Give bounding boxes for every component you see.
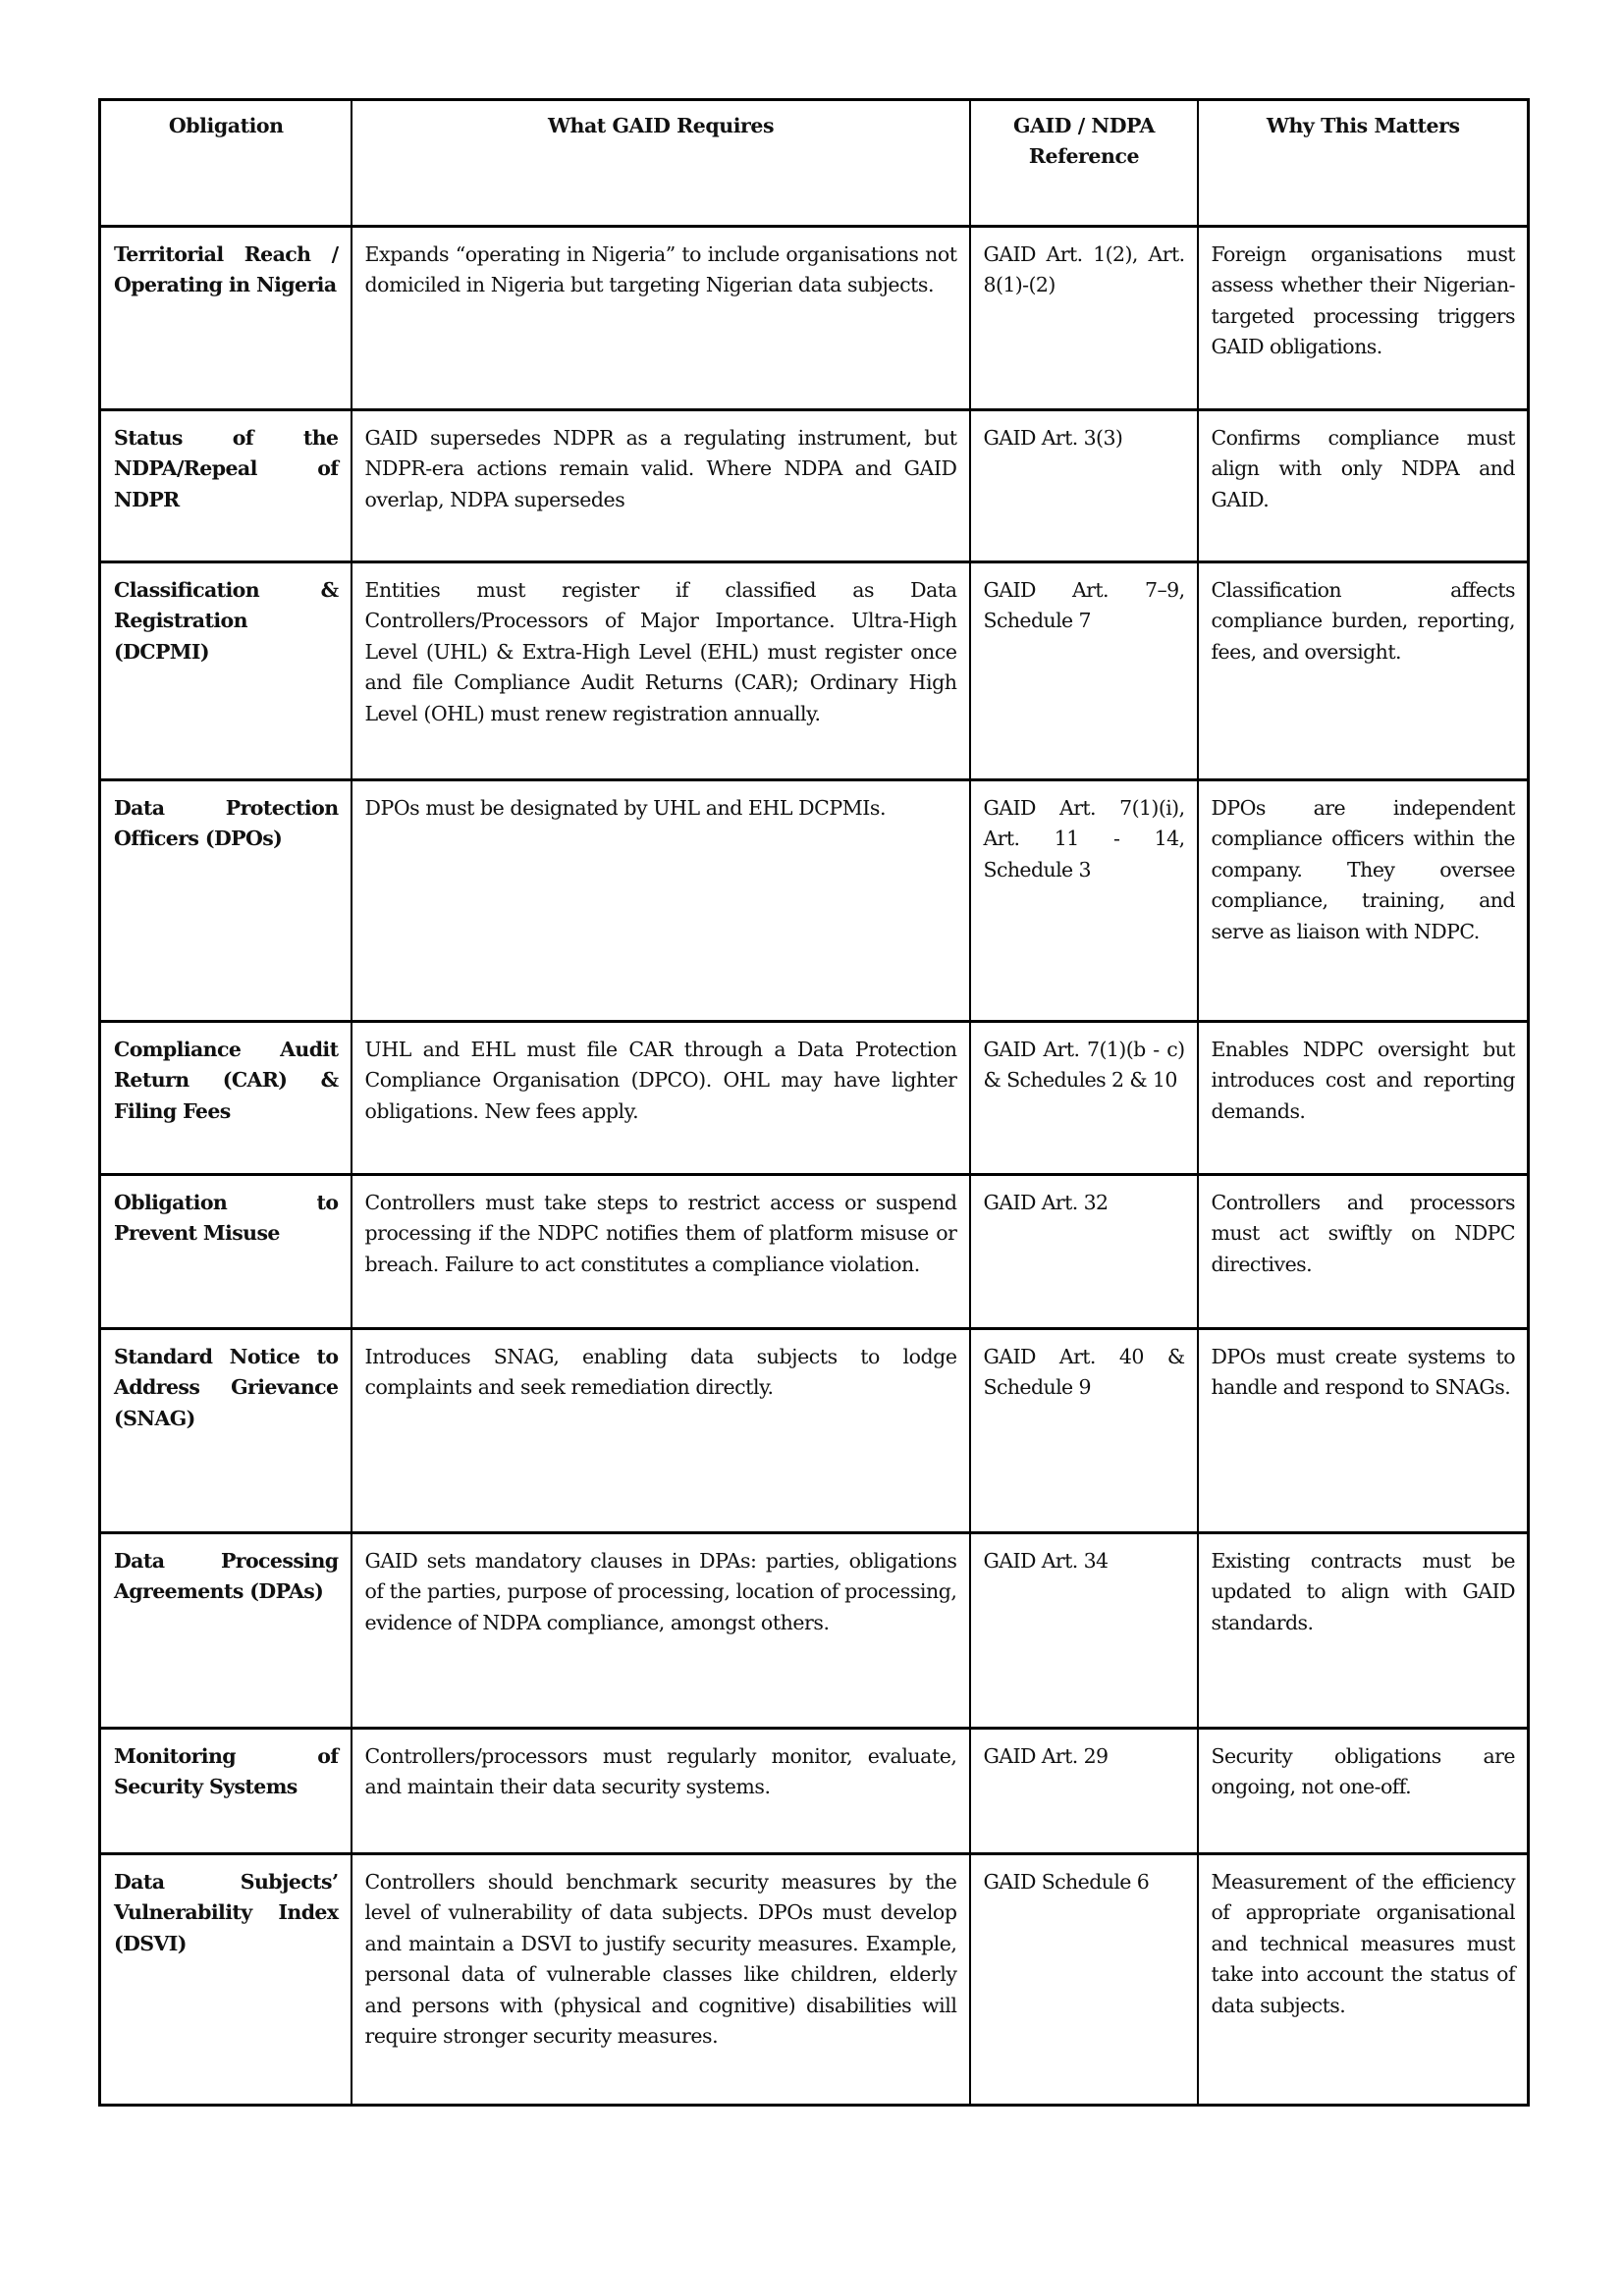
- requirement-cell: Expands “operating in Nigeria” to include organisations not domiciled in Nigeria but targeting Nigerian data subjects.: [352, 227, 970, 410]
- obligation-cell: Territorial Reach / Operating in Nigeria: [100, 227, 352, 410]
- why-cell: Security obligations are ongoing, not one-off.: [1198, 1729, 1529, 1854]
- why-cell: Controllers and processors must act swiftly on NDPC directives.: [1198, 1175, 1529, 1329]
- reference-cell: GAID Art. 32: [970, 1175, 1198, 1329]
- table-row: [100, 1329, 1529, 1533]
- header-why-this-matters: Why This Matters: [1198, 100, 1529, 227]
- table-row: [100, 780, 1529, 1022]
- requirement-cell: Controllers/processors must regularly monitor, evaluate, and maintain their data security systems.: [352, 1729, 970, 1854]
- header-what-gaid-requires: What GAID Requires: [352, 100, 970, 227]
- why-cell: Measurement of the efficiency of appropriate organisational and technical measures must take into account the status of data subjects.: [1198, 1854, 1529, 2106]
- table-row: [100, 227, 1529, 410]
- requirement-cell: UHL and EHL must file CAR through a Data Protection Compliance Organisation (DPCO). OHL may have lighter obligations. New fees apply.: [352, 1022, 970, 1175]
- table-row: [100, 410, 1529, 562]
- obligation-cell: Monitoring of Security Systems: [100, 1729, 352, 1854]
- obligations-table: [98, 98, 1530, 2107]
- reference-cell: GAID Art. 7–9, Schedule 7: [970, 562, 1198, 780]
- why-cell: DPOs must create systems to handle and respond to SNAGs.: [1198, 1329, 1529, 1533]
- requirement-cell: DPOs must be designated by UHL and EHL DCPMIs.: [352, 780, 970, 1022]
- table-row: [100, 1022, 1529, 1175]
- reference-cell: GAID Art. 29: [970, 1729, 1198, 1854]
- requirement-cell: Entities must register if classified as Data Controllers/Processors of Major Importance. Ultra-High Level (UHL) & Extra-High Level (EHL) must register once and file Compliance Audit Returns (CAR); Ordinary High Level (OHL) must renew registration annually.: [352, 562, 970, 780]
- obligation-cell: Standard Notice to Address Grievance (SNAG): [100, 1329, 352, 1533]
- obligation-cell: Obligation to Prevent Misuse: [100, 1175, 352, 1329]
- table-row: [100, 562, 1529, 780]
- obligation-cell: Data Protection Officers (DPOs): [100, 780, 352, 1022]
- obligation-cell: Compliance Audit Return (CAR) & Filing Fees: [100, 1022, 352, 1175]
- reference-cell: GAID Schedule 6: [970, 1854, 1198, 2106]
- why-cell: Foreign organisations must assess whether their Nigerian-targeted processing triggers GAID obligations.: [1198, 227, 1529, 410]
- header-obligation: Obligation: [100, 100, 352, 227]
- header-reference: GAID / NDPA Reference: [970, 100, 1198, 227]
- why-cell: DPOs are independent compliance officers within the company. They oversee compliance, training, and serve as liaison with NDPC.: [1198, 780, 1529, 1022]
- header-row: [100, 100, 1529, 227]
- reference-cell: GAID Art. 7(1)(b - c) & Schedules 2 & 10: [970, 1022, 1198, 1175]
- reference-cell: GAID Art. 3(3): [970, 410, 1198, 562]
- table-row: [100, 1729, 1529, 1854]
- table-row: [100, 1175, 1529, 1329]
- obligation-cell: Status of the NDPA/Repeal of NDPR: [100, 410, 352, 562]
- reference-cell: GAID Art. 7(1)(i), Art. 11 - 14, Schedule 3: [970, 780, 1198, 1022]
- why-cell: Enables NDPC oversight but introduces cost and reporting demands.: [1198, 1022, 1529, 1175]
- table-row: [100, 1533, 1529, 1729]
- why-cell: Confirms compliance must align with only NDPA and GAID.: [1198, 410, 1529, 562]
- reference-cell: GAID Art. 34: [970, 1533, 1198, 1729]
- requirement-cell: GAID supersedes NDPR as a regulating instrument, but NDPR-era actions remain valid. Where NDPA and GAID overlap, NDPA supersedes: [352, 410, 970, 562]
- obligation-cell: Data Processing Agreements (DPAs): [100, 1533, 352, 1729]
- requirement-cell: Introduces SNAG, enabling data subjects to lodge complaints and seek remediation directly.: [352, 1329, 970, 1533]
- reference-cell: GAID Art. 1(2), Art. 8(1)-(2): [970, 227, 1198, 410]
- requirement-cell: GAID sets mandatory clauses in DPAs: parties, obligations of the parties, purpose of processing, location of processing, evidence of NDPA compliance, amongst others.: [352, 1533, 970, 1729]
- why-cell: Classification affects compliance burden, reporting, fees, and oversight.: [1198, 562, 1529, 780]
- reference-cell: GAID Art. 40 & Schedule 9: [970, 1329, 1198, 1533]
- why-cell: Existing contracts must be updated to align with GAID standards.: [1198, 1533, 1529, 1729]
- requirement-cell: Controllers must take steps to restrict access or suspend processing if the NDPC notifies them of platform misuse or breach. Failure to act constitutes a compliance violation.: [352, 1175, 970, 1329]
- obligation-cell: Classification & Registration (DCPMI): [100, 562, 352, 780]
- obligation-cell: Data Subjects’ Vulnerability Index (DSVI): [100, 1854, 352, 2106]
- requirement-cell: Controllers should benchmark security measures by the level of vulnerability of data subjects. DPOs must develop and maintain a DSVI to justify security measures. Example, personal data of vulnerable classes like children, elderly and persons with (physical and cognitive) disabilities will require stronger security measures.: [352, 1854, 970, 2106]
- table-row: [100, 1854, 1529, 2106]
